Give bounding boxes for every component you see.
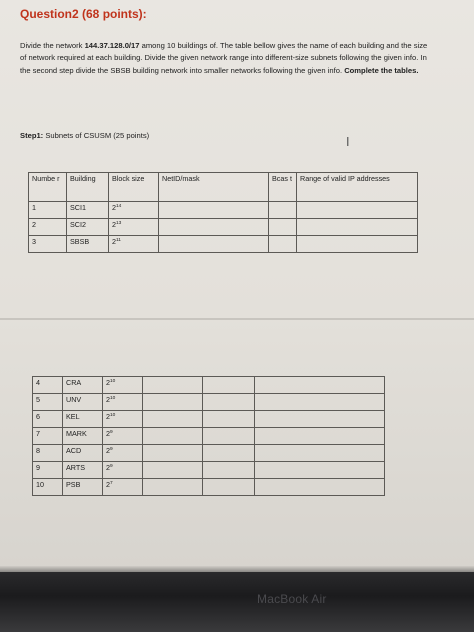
header-broadcast: Bcas t: [269, 173, 297, 202]
block-base: 2: [106, 480, 110, 489]
cell-broadcast[interactable]: [203, 462, 255, 479]
table-row: [33, 411, 385, 428]
intro-text-1: Divide the network: [20, 41, 85, 50]
cell-block-size: [109, 202, 159, 219]
cell-number: 5: [33, 394, 63, 411]
header-block-size: Block size: [109, 173, 159, 202]
cell-ip-range[interactable]: [255, 428, 385, 445]
step1-text: Subnets of CSUSM (25 points): [43, 131, 150, 140]
block-base: 2: [106, 463, 110, 472]
header-netid-mask: NetID/mask: [159, 173, 269, 202]
cell-netid-mask[interactable]: [143, 479, 203, 496]
cell-broadcast[interactable]: [203, 428, 255, 445]
block-exponent: 9: [110, 430, 113, 435]
cell-ip-range[interactable]: [255, 462, 385, 479]
cell-number: 7: [33, 428, 63, 445]
table-row: [33, 462, 385, 479]
cell-number: 9: [33, 462, 63, 479]
cell-block-size: [103, 394, 143, 411]
question-heading: Question2 (68 points):: [20, 7, 147, 21]
cell-number: 1: [29, 202, 67, 219]
cell-block-size: [109, 236, 159, 253]
cell-block-size: [103, 411, 143, 428]
table-row: [33, 445, 385, 462]
block-exponent: 13: [116, 221, 122, 226]
table-row: [29, 202, 418, 219]
block-base: 2: [106, 378, 110, 387]
cell-broadcast[interactable]: [203, 394, 255, 411]
cell-number: 10: [33, 479, 63, 496]
page-fold: [0, 318, 474, 320]
cell-number: 6: [33, 411, 63, 428]
block-exponent: 10: [110, 413, 116, 418]
block-base: 2: [112, 237, 116, 246]
cell-building: UNV: [63, 394, 103, 411]
cell-broadcast[interactable]: [203, 479, 255, 496]
cell-broadcast[interactable]: [269, 236, 297, 253]
laptop-bezel: [0, 572, 474, 632]
cell-building: SBSB: [67, 236, 109, 253]
block-exponent: 9: [110, 447, 113, 452]
block-exponent: 11: [116, 238, 121, 243]
cell-building: PSB: [63, 479, 103, 496]
table-header-row: [29, 173, 418, 202]
block-exponent: 10: [110, 379, 116, 384]
cell-building: SCI2: [67, 219, 109, 236]
cell-building: CRA: [63, 377, 103, 394]
block-exponent: 14: [116, 204, 122, 209]
network-address: 144.37.128.0/17: [84, 41, 140, 50]
cell-netid-mask[interactable]: [143, 377, 203, 394]
header-number: Numbe r: [29, 173, 67, 202]
intro-instruction: Complete the tables.: [344, 65, 419, 75]
step1-title: [20, 131, 149, 140]
cell-ip-range[interactable]: [297, 219, 418, 236]
table-row: [33, 394, 385, 411]
cell-ip-range[interactable]: [255, 377, 385, 394]
header-ip-range: Range of valid IP addresses: [297, 173, 418, 202]
cell-building: MARK: [63, 428, 103, 445]
cell-netid-mask[interactable]: [143, 462, 203, 479]
cell-netid-mask[interactable]: [159, 202, 269, 219]
cell-ip-range[interactable]: [297, 236, 418, 253]
cell-block-size: [109, 219, 159, 236]
cell-number: 2: [29, 219, 67, 236]
cell-broadcast[interactable]: [269, 219, 297, 236]
cell-broadcast[interactable]: [203, 411, 255, 428]
cell-netid-mask[interactable]: [143, 445, 203, 462]
cell-ip-range[interactable]: [297, 202, 418, 219]
cell-broadcast[interactable]: [203, 445, 255, 462]
table-row: [29, 236, 418, 253]
table-row: [33, 377, 385, 394]
block-base: 2: [112, 220, 116, 229]
cell-building: SCI1: [67, 202, 109, 219]
text-cursor-icon: I: [346, 135, 350, 149]
block-exponent: 9: [110, 464, 113, 469]
block-base: 2: [106, 412, 110, 421]
intro-text-2: among 10 buildings of. The table bellow gives the name of each building and the size of network required at each building. Divide the given network range into different-size subnets following the given info. In the second step divide the SBSB building network into smaller networks following the given info.: [20, 41, 428, 75]
table-row: [33, 428, 385, 445]
subnet-table-1: [28, 172, 418, 253]
cell-netid-mask[interactable]: [143, 411, 203, 428]
cell-number: 3: [29, 236, 67, 253]
cell-netid-mask[interactable]: [159, 219, 269, 236]
cell-building: ACD: [63, 445, 103, 462]
cell-netid-mask[interactable]: [159, 236, 269, 253]
cell-block-size: [103, 445, 143, 462]
cell-number: 8: [33, 445, 63, 462]
cell-block-size: [103, 479, 143, 496]
step1-label: Step1:: [20, 131, 44, 140]
cell-block-size: [103, 428, 143, 445]
block-exponent: 7: [110, 481, 113, 486]
block-base: 2: [106, 395, 110, 404]
cell-block-size: [103, 377, 143, 394]
question-intro: [20, 40, 430, 77]
subnet-table-2: [32, 376, 385, 496]
cell-netid-mask[interactable]: [143, 394, 203, 411]
block-base: 2: [106, 429, 110, 438]
cell-netid-mask[interactable]: [143, 428, 203, 445]
block-base: 2: [106, 446, 110, 455]
cell-ip-range[interactable]: [255, 411, 385, 428]
cell-building: KEL: [63, 411, 103, 428]
cell-building: ARTS: [63, 462, 103, 479]
block-exponent: 10: [110, 396, 116, 401]
device-label: MacBook Air: [257, 592, 327, 606]
block-base: 2: [112, 203, 116, 212]
cell-block-size: [103, 462, 143, 479]
cell-ip-range[interactable]: [255, 479, 385, 496]
cell-ip-range[interactable]: [255, 445, 385, 462]
table-row: [29, 219, 418, 236]
cell-broadcast[interactable]: [203, 377, 255, 394]
cell-broadcast[interactable]: [269, 202, 297, 219]
table-row: [33, 479, 385, 496]
cell-number: 4: [33, 377, 63, 394]
header-building: Building: [67, 173, 109, 202]
cell-ip-range[interactable]: [255, 394, 385, 411]
